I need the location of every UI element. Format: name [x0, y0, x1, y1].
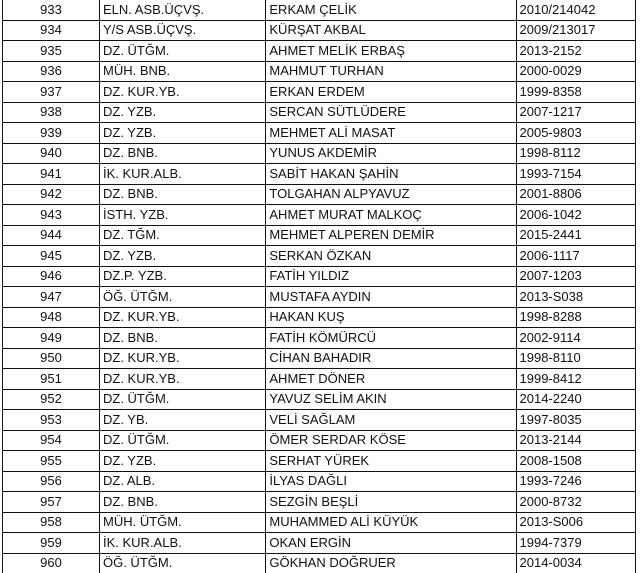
rank-cell: DZ. BNB.	[99, 143, 265, 164]
row-number-cell: 950	[3, 348, 100, 369]
rank-cell: İSTH. YZB.	[99, 205, 265, 226]
row-number-cell: 942	[3, 184, 100, 205]
table-row	[3, 0, 636, 20]
person-name-cell: HAKAN KUŞ	[266, 307, 516, 328]
person-name-cell: MEHMET ALİ MASAT	[266, 123, 516, 144]
person-name-cell: ERKAM ÇELİK	[266, 0, 516, 20]
rank-cell: DZ. KUR.YB.	[99, 82, 265, 103]
registry-number-cell: 2009/213017	[516, 20, 635, 41]
registry-number-cell: 2007-1217	[516, 102, 635, 123]
registry-number-cell: 2014-0034	[516, 553, 635, 573]
row-number-cell: 959	[3, 533, 100, 554]
table-row	[3, 369, 636, 390]
row-number-cell: 949	[3, 328, 100, 349]
rank-cell: DZ. TĞM.	[99, 225, 265, 246]
rank-cell: DZ. YZB.	[99, 123, 265, 144]
table-row	[3, 82, 636, 103]
registry-number-cell: 1998-8112	[516, 143, 635, 164]
person-name-cell: CİHAN BAHADIR	[266, 348, 516, 369]
rank-cell: DZ.P. YZB.	[99, 266, 265, 287]
table-row	[3, 20, 636, 41]
row-number-cell: 956	[3, 471, 100, 492]
row-number-cell: 958	[3, 512, 100, 533]
person-name-cell: SABİT HAKAN ŞAHİN	[266, 164, 516, 185]
table-row	[3, 61, 636, 82]
person-name-cell: YAVUZ SELİM AKIN	[266, 389, 516, 410]
registry-number-cell: 1999-8412	[516, 369, 635, 390]
rank-cell: MÜH. ÜTĞM.	[99, 512, 265, 533]
rank-cell: DZ. YZB.	[99, 451, 265, 472]
table-row	[3, 410, 636, 431]
registry-number-cell: 2013-S006	[516, 512, 635, 533]
registry-number-cell: 1993-7246	[516, 471, 635, 492]
rank-cell: DZ. BNB.	[99, 184, 265, 205]
row-number-cell: 951	[3, 369, 100, 390]
person-name-cell: FATİH YILDIZ	[266, 266, 516, 287]
registry-number-cell: 2007-1203	[516, 266, 635, 287]
row-number-cell: 940	[3, 143, 100, 164]
rank-cell: ELN. ASB.ÜÇVŞ.	[99, 0, 265, 20]
table-row	[3, 348, 636, 369]
registry-number-cell: 2015-2441	[516, 225, 635, 246]
person-name-cell: SERCAN SÜTLÜDERE	[266, 102, 516, 123]
table-row	[3, 389, 636, 410]
person-name-cell: MAHMUT TURHAN	[266, 61, 516, 82]
table-row	[3, 451, 636, 472]
rank-cell: DZ. ALB.	[99, 471, 265, 492]
rank-cell: DZ. BNB.	[99, 328, 265, 349]
row-number-cell: 953	[3, 410, 100, 431]
registry-number-cell: 2010/214042	[516, 0, 635, 20]
person-name-cell: ÖMER SERDAR KÖSE	[266, 430, 516, 451]
table-row	[3, 492, 636, 513]
table-row	[3, 102, 636, 123]
row-number-cell: 952	[3, 389, 100, 410]
registry-number-cell: 2013-S038	[516, 287, 635, 308]
row-number-cell: 936	[3, 61, 100, 82]
personnel-table-body	[3, 0, 636, 573]
row-number-cell: 943	[3, 205, 100, 226]
person-name-cell: SEZGİN BEŞLİ	[266, 492, 516, 513]
row-number-cell: 947	[3, 287, 100, 308]
rank-cell: DZ. KUR.YB.	[99, 369, 265, 390]
person-name-cell: İLYAS DAĞLI	[266, 471, 516, 492]
registry-number-cell: 2013-2144	[516, 430, 635, 451]
table-row	[3, 512, 636, 533]
rank-cell: DZ. KUR.YB.	[99, 307, 265, 328]
table-row	[3, 246, 636, 267]
table-row	[3, 123, 636, 144]
person-name-cell: VELİ SAĞLAM	[266, 410, 516, 431]
personnel-table	[2, 0, 636, 573]
row-number-cell: 957	[3, 492, 100, 513]
rank-cell: ÖĞ. ÜTĞM.	[99, 287, 265, 308]
row-number-cell: 933	[3, 0, 100, 20]
table-row	[3, 328, 636, 349]
registry-number-cell: 1998-8288	[516, 307, 635, 328]
person-name-cell: MUSTAFA AYDIN	[266, 287, 516, 308]
table-row	[3, 533, 636, 554]
rank-cell: Y/S ASB.ÜÇVŞ.	[99, 20, 265, 41]
rank-cell: DZ. KUR.YB.	[99, 348, 265, 369]
registry-number-cell: 1993-7154	[516, 164, 635, 185]
row-number-cell: 938	[3, 102, 100, 123]
person-name-cell: YUNUS AKDEMİR	[266, 143, 516, 164]
row-number-cell: 944	[3, 225, 100, 246]
rank-cell: DZ. ÜTĞM.	[99, 430, 265, 451]
registry-number-cell: 2001-8806	[516, 184, 635, 205]
person-name-cell: KÜRŞAT AKBAL	[266, 20, 516, 41]
person-name-cell: TOLGAHAN ALPYAVUZ	[266, 184, 516, 205]
rank-cell: DZ. YZB.	[99, 246, 265, 267]
rank-cell: MÜH. BNB.	[99, 61, 265, 82]
table-row	[3, 553, 636, 573]
rank-cell: DZ. YB.	[99, 410, 265, 431]
table-row	[3, 225, 636, 246]
row-number-cell: 934	[3, 20, 100, 41]
rank-cell: DZ. ÜTĞM.	[99, 389, 265, 410]
table-row	[3, 205, 636, 226]
rank-cell: DZ. YZB.	[99, 102, 265, 123]
person-name-cell: SERHAT YÜREK	[266, 451, 516, 472]
registry-number-cell: 2013-2152	[516, 41, 635, 62]
registry-number-cell: 2005-9803	[516, 123, 635, 144]
row-number-cell: 954	[3, 430, 100, 451]
row-number-cell: 937	[3, 82, 100, 103]
row-number-cell: 935	[3, 41, 100, 62]
rank-cell: İK. KUR.ALB.	[99, 533, 265, 554]
row-number-cell: 960	[3, 553, 100, 573]
table-row	[3, 266, 636, 287]
row-number-cell: 939	[3, 123, 100, 144]
table-row	[3, 471, 636, 492]
person-name-cell: OKAN ERGİN	[266, 533, 516, 554]
person-name-cell: AHMET MURAT MALKOÇ	[266, 205, 516, 226]
row-number-cell: 945	[3, 246, 100, 267]
registry-number-cell: 2000-8732	[516, 492, 635, 513]
table-row	[3, 41, 636, 62]
registry-number-cell: 2014-2240	[516, 389, 635, 410]
registry-number-cell: 2002-9114	[516, 328, 635, 349]
person-name-cell: MUHAMMED ALİ KÜYÜK	[266, 512, 516, 533]
person-name-cell: SERKAN ÖZKAN	[266, 246, 516, 267]
registry-number-cell: 1998-8110	[516, 348, 635, 369]
registry-number-cell: 2000-0029	[516, 61, 635, 82]
table-row	[3, 164, 636, 185]
row-number-cell: 955	[3, 451, 100, 472]
person-name-cell: MEHMET ALPEREN DEMİR	[266, 225, 516, 246]
rank-cell: İK. KUR.ALB.	[99, 164, 265, 185]
registry-number-cell: 1999-8358	[516, 82, 635, 103]
table-row	[3, 430, 636, 451]
table-row	[3, 307, 636, 328]
registry-number-cell: 1997-8035	[516, 410, 635, 431]
table-row	[3, 184, 636, 205]
row-number-cell: 946	[3, 266, 100, 287]
person-name-cell: AHMET DÖNER	[266, 369, 516, 390]
person-name-cell: GÖKHAN DOĞRUER	[266, 553, 516, 573]
table-row	[3, 287, 636, 308]
rank-cell: DZ. BNB.	[99, 492, 265, 513]
row-number-cell: 941	[3, 164, 100, 185]
registry-number-cell: 2006-1042	[516, 205, 635, 226]
registry-number-cell: 2006-1117	[516, 246, 635, 267]
table-row	[3, 143, 636, 164]
person-name-cell: FATİH KÖMÜRCÜ	[266, 328, 516, 349]
row-number-cell: 948	[3, 307, 100, 328]
rank-cell: ÖĞ. ÜTĞM.	[99, 553, 265, 573]
rank-cell: DZ. ÜTĞM.	[99, 41, 265, 62]
registry-number-cell: 1994-7379	[516, 533, 635, 554]
person-name-cell: AHMET MELİK ERBAŞ	[266, 41, 516, 62]
registry-number-cell: 2008-1508	[516, 451, 635, 472]
person-name-cell: ERKAN ERDEM	[266, 82, 516, 103]
